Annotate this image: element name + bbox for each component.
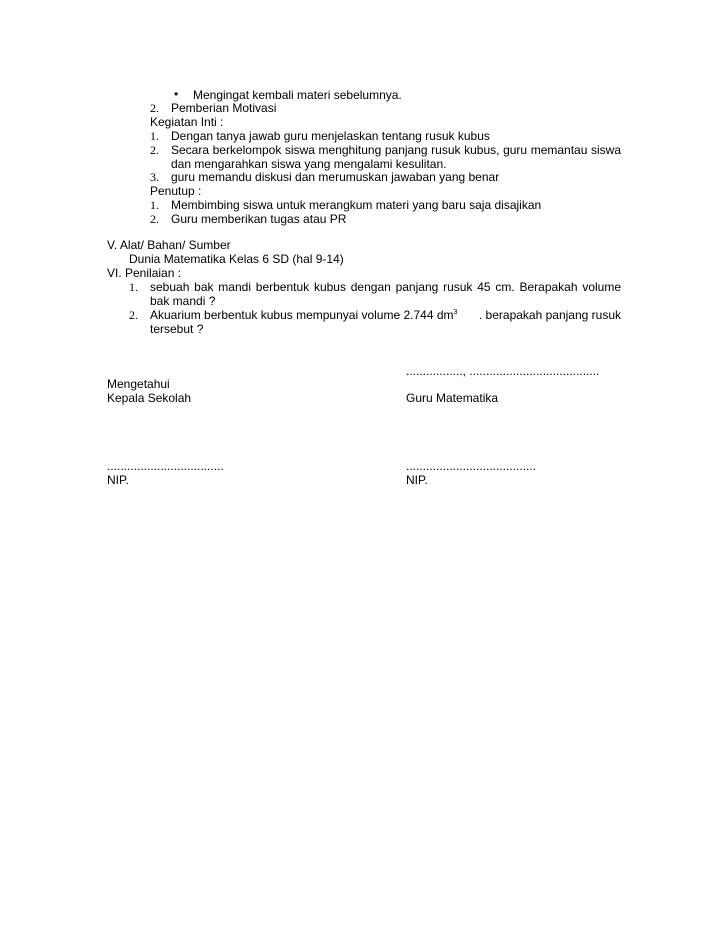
list-item: Guru memberikan tugas atau PR	[171, 212, 347, 226]
list-item-text-pre: Akuarium berbentuk kubus mempunyai volume 2.744 $dm^3$	[150, 308, 458, 322]
section-heading: VI. Penilaian :	[107, 266, 182, 280]
list-item: Dengan tanya jawab guru menjelaskan tentang rusuk kubus	[171, 129, 490, 143]
nip-label: NIP.	[406, 473, 428, 487]
list-item: Mengingat kembali materi sebelumnya.	[193, 88, 402, 102]
list-number: 2.	[150, 212, 159, 226]
bullet-icon: •	[174, 87, 179, 101]
list-item-text-post: . berapakah panjang rusuk	[478, 308, 621, 322]
nip-label: NIP.	[107, 473, 129, 487]
list-item: sebuah bak mandi berbentuk kubus dengan panjang rusuk 45 cm. Berapakah volume	[150, 280, 621, 294]
list-item	[150, 308, 621, 322]
signature-label: Guru Matematika	[406, 391, 499, 405]
list-number: 2.	[129, 308, 138, 322]
list-item-continuation: tersebut ?	[150, 322, 204, 336]
list-number: 3.	[150, 170, 159, 184]
list-number: 2.	[150, 101, 159, 115]
list-item: Pemberian Motivasi	[171, 101, 277, 115]
list-item: Secara berkelompok siswa menghitung panjang rusuk kubus, guru memantau siswa	[171, 143, 621, 157]
section-heading: V. Alat/ Bahan/ Sumber	[107, 238, 231, 252]
list-number: 1.	[150, 198, 159, 212]
place-date-line: ................., .......................................	[406, 364, 600, 378]
signature-label: Kepala Sekolah	[107, 391, 192, 405]
section-heading: Kegiatan Inti :	[150, 115, 224, 129]
section-heading: Penutup :	[150, 184, 202, 198]
list-number: 2.	[150, 143, 159, 157]
list-item: guru memandu diskusi dan merumuskan jawaban yang benar	[171, 170, 500, 184]
list-item-continuation: bak mandi ?	[150, 294, 216, 308]
signature-label: Mengetahui	[107, 377, 170, 391]
superscript: 3	[453, 309, 458, 316]
list-number: 1.	[129, 280, 138, 294]
list-item: Membimbing siswa untuk merangkum materi yang baru saja disajikan	[171, 198, 542, 212]
signature-line: ...................................	[107, 459, 224, 473]
section-content: Dunia Matematika Kelas 6 SD (hal 9-14)	[129, 252, 344, 266]
list-item-continuation: dan mengarahkan siswa yang mengalami kesulitan.	[171, 157, 447, 171]
signature-line: .......................................	[406, 459, 537, 473]
list-number: 1.	[150, 129, 159, 143]
